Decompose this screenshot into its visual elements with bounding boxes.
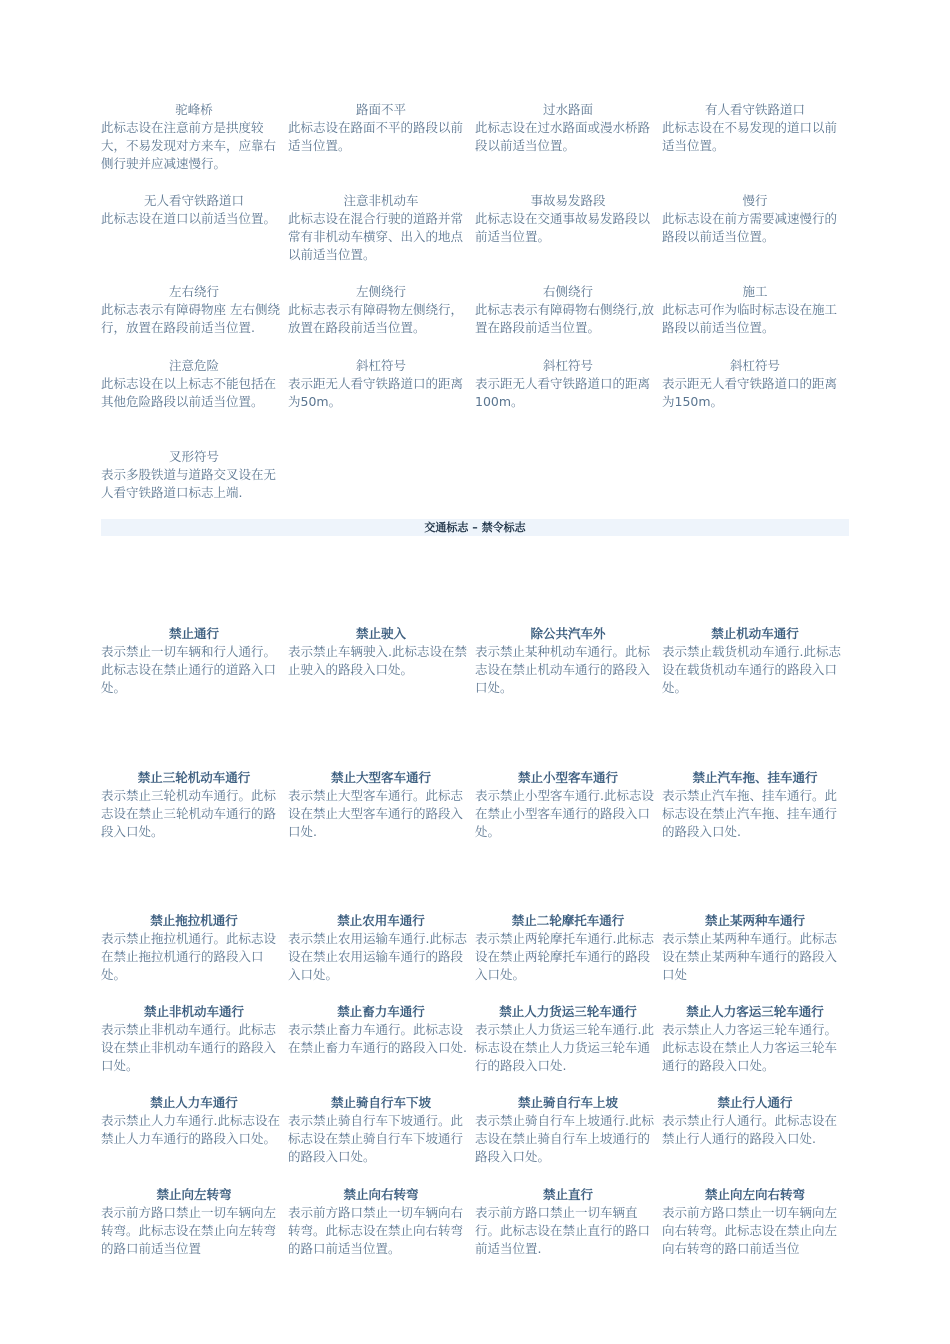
sign-description: 表示前方路口禁止一切车辆向左转弯。此标志设在禁止向左转弯的路口前适当位置 [101,1205,277,1256]
sign-description: 表示禁止人力车通行.此标志设在禁止人力车通行的路段入口处。 [101,1113,280,1146]
sign-title: 禁止三轮机动车通行 [137,770,251,785]
sign-title: 路面不平 [355,102,406,117]
sign-entry [101,1003,287,1075]
sign-entry [475,101,661,173]
sign-title: 禁止人力车通行 [150,1095,238,1110]
sign-description: 表示禁止小型客车通行.此标志设在禁止小型客车通行的路段入口处。 [475,788,654,839]
sign-description: 表示禁止非机动车通行。此标志设在禁止非机动车通行的路段入口处。 [101,1022,277,1073]
sign-entry [101,283,287,337]
sign-description: 表示禁止人力货运三轮车通行.此标志设在禁止人力货运三轮车通行的路段入口处. [475,1022,654,1073]
sign-description: 表示禁止两轮摩托车通行.此标志设在禁止两轮摩托车通行的路段入口处。 [475,931,654,982]
sign-description: 表示禁止畜力车通行。此标志设在禁止畜力车通行的路段入口处. [288,1022,467,1055]
sign-title: 慢行 [742,193,768,208]
sign-entry [288,625,474,697]
sign-entry [662,192,848,264]
sign-title: 禁止某两种车通行 [704,913,805,928]
sign-title: 禁止骑自行车上坡 [517,1095,618,1110]
sign-description: 表示禁止农用运输车通行.此标志设在禁止农用运输车通行的路段入口处。 [288,931,467,982]
sign-entry [288,769,474,841]
sign-entry [662,912,848,984]
sign-entry [475,1186,661,1258]
sign-description: 表示禁止汽车拖、挂车通行。此标志设在禁止汽车拖、挂车通行的路段入口处. [662,788,838,839]
sign-description: 此标志设在混合行驶的道路并常常有非机动车横穿、出入的地点以前适当位置。 [288,211,464,262]
section-banner: 交通标志 – 禁令标志 [101,519,849,536]
sign-title: 禁止行人通行 [717,1095,793,1110]
sign-title: 右侧绕行 [542,284,593,299]
sign-description: 表示禁止车辆驶入.此标志设在禁止驶入的路段入口处。 [288,644,467,677]
sign-entry [288,101,474,173]
sign-title: 禁止直行 [542,1187,593,1202]
sign-description: 此标志表示有障碍物左侧绕行，放置在路段前适当位置。 [288,302,464,335]
sign-description: 表示禁止某种机动车通行。此标志设在禁止机动车通行的路段入口处。 [475,644,651,695]
sign-description: 表示禁止某两种车通行。此标志设在禁止某两种车通行的路段入口处 [662,931,838,982]
sign-entry [475,1094,661,1166]
sign-title: 禁止非机动车通行 [143,1004,244,1019]
sign-entry [101,769,287,841]
sign-description: 表示距无人看守铁路道口的距离为150m。 [662,376,838,409]
prohibition-row-1 [101,625,849,697]
sign-title: 除公共汽车外 [530,626,606,641]
sign-description: 表示禁止骑自行车上坡通行.此标志设在禁止骑自行车上坡通行的路段入口处。 [475,1113,654,1164]
warning-row-4 [101,357,849,411]
sign-entry [101,912,287,984]
sign-entry [101,448,287,502]
sign-entry [662,1094,848,1166]
sign-title: 有人看守铁路道口 [704,102,805,117]
sign-title: 禁止农用车通行 [337,913,425,928]
sign-description: 表示距无人看守铁路道口的距离 100m。 [475,376,651,409]
sign-entry [288,1003,474,1075]
sign-entry [662,101,848,173]
sign-entry [662,1186,848,1258]
sign-description: 此标志设在过水路面或漫水桥路段以前适当位置。 [475,120,651,153]
sign-entry [101,625,287,697]
prohibition-row-3 [101,912,849,984]
sign-description: 表示禁止人力客运三轮车通行。此标志设在禁止人力客运三轮车通行的路段入口处。 [662,1022,838,1073]
sign-description: 表示前方路口禁止一切车辆向左向右转弯。此标志设在禁止向左向右转弯的路口前适当位 [662,1205,838,1256]
sign-entry [475,625,661,697]
sign-title: 禁止拖拉机通行 [150,913,238,928]
sign-title: 禁止向左向右转弯 [704,1187,805,1202]
sign-title: 禁止人力货运三轮车通行 [499,1004,637,1019]
sign-entry [662,769,848,841]
sign-entry [662,283,848,337]
sign-entry [475,357,661,411]
sign-description: 此标志设在注意前方是拱度较大，不易发现对方来车，应靠右侧行驶并应减速慢行。 [101,120,277,171]
warning-row-2 [101,192,849,264]
sign-title: 禁止机动车通行 [711,626,799,641]
sign-entry [288,283,474,337]
sign-entry [475,912,661,984]
sign-description: 此标志表示有障碍物右侧绕行,放置在路段前适当位置。 [475,302,654,335]
sign-title: 施工 [742,284,768,299]
sign-title: 禁止通行 [168,626,219,641]
sign-title: 无人看守铁路道口 [143,193,244,208]
sign-description: 表示禁止三轮机动车通行。此标志设在禁止三轮机动车通行的路段入口处。 [101,788,277,839]
prohibition-row-2 [101,769,849,841]
sign-description: 表示禁止载货机动车通行.此标志设在载货机动车通行的路段入口处。 [662,644,841,695]
sign-title: 禁止驶入 [355,626,406,641]
sign-entry [101,101,287,173]
sign-entry [288,357,474,411]
sign-entry [101,1186,287,1258]
prohibition-row-4 [101,1003,849,1075]
sign-description: 此标志设在以上标志不能包括在其他危险路段以前适当位置。 [101,376,277,409]
sign-description: 此标志表示有障碍物座 左右侧绕行，放置在路段前适当位置. [101,302,280,335]
sign-description: 表示禁止骑自行车下坡通行。此标志设在禁止骑自行车下坡通行的路段入口处。 [288,1113,464,1164]
sign-title: 注意非机动车 [343,193,419,208]
sign-entry [475,1003,661,1075]
sign-title: 禁止二轮摩托车通行 [511,913,625,928]
sign-title: 斜杠符号 [355,358,406,373]
sign-title: 禁止大型客车通行 [330,770,431,785]
sign-description: 表示前方路口禁止一切车辆直行。此标志设在禁止直行的路口前适当位置. [475,1205,651,1256]
sign-title: 禁止骑自行车下坡 [330,1095,431,1110]
sign-entry [288,912,474,984]
sign-title: 禁止汽车拖、挂车通行 [692,770,818,785]
sign-entry [101,1094,287,1166]
sign-title: 禁止小型客车通行 [517,770,618,785]
sign-entry [288,1186,474,1258]
sign-description: 表示多股铁道与道路交叉设在无人看守铁路道口标志上端. [101,467,277,500]
sign-description: 此标志可作为临时标志设在施工路段以前适当位置。 [662,302,838,335]
sign-title: 禁止向右转弯 [343,1187,419,1202]
sign-entry [662,625,848,697]
warning-row-1 [101,101,849,173]
sign-title: 叉形符号 [168,449,219,464]
sign-description: 此标志设在路面不平的路段以前适当位置。 [288,120,464,153]
sign-description: 表示禁止一切车辆和行人通行。此标志设在禁止通行的道路入口处。 [101,644,277,695]
sign-title: 驼峰桥 [175,102,213,117]
sign-title: 禁止畜力车通行 [337,1004,425,1019]
sign-title: 注意危险 [168,358,219,373]
sign-title: 禁止向左转弯 [156,1187,232,1202]
sign-description: 表示禁止行人通行。此标志设在禁止行人通行的路段入口处. [662,1113,838,1146]
sign-description: 此标志设在道口以前适当位置。 [101,211,277,226]
sign-description: 此标志设在交通事故易发路段以前适当位置。 [475,211,651,244]
sign-title: 事故易发路段 [530,193,606,208]
sign-title: 斜杠符号 [542,358,593,373]
sign-title: 左侧绕行 [355,284,406,299]
sign-entry [288,192,474,264]
sign-entry [662,357,848,411]
sign-entry [475,769,661,841]
sign-entry [475,192,661,264]
sign-entry [101,357,287,411]
sign-title: 禁止人力客运三轮车通行 [686,1004,824,1019]
sign-title: 过水路面 [542,102,593,117]
sign-title: 斜杠符号 [729,358,780,373]
sign-title: 左右绕行 [168,284,219,299]
sign-description: 此标志设在前方需要减速慢行的路段以前适当位置。 [662,211,838,244]
sign-description: 表示禁止拖拉机通行。此标志设在禁止拖拉机通行的路段入口处。 [101,931,277,982]
sign-entry [101,192,287,264]
sign-entry [288,1094,474,1166]
warning-row-5 [101,448,849,502]
sign-description: 此标志设在不易发现的道口以前适当位置。 [662,120,838,153]
sign-entry [475,283,661,337]
sign-description: 表示禁止大型客车通行。此标志设在禁止大型客车通行的路段入口处. [288,788,464,839]
sign-description: 表示距无人看守铁路道口的距离为50m。 [288,376,464,409]
warning-row-3 [101,283,849,337]
sign-entry [662,1003,848,1075]
sign-description: 表示前方路口禁止一切车辆向右转弯。此标志设在禁止向右转弯的路口前适当位置。 [288,1205,464,1256]
prohibition-row-6 [101,1186,849,1258]
prohibition-row-5 [101,1094,849,1166]
